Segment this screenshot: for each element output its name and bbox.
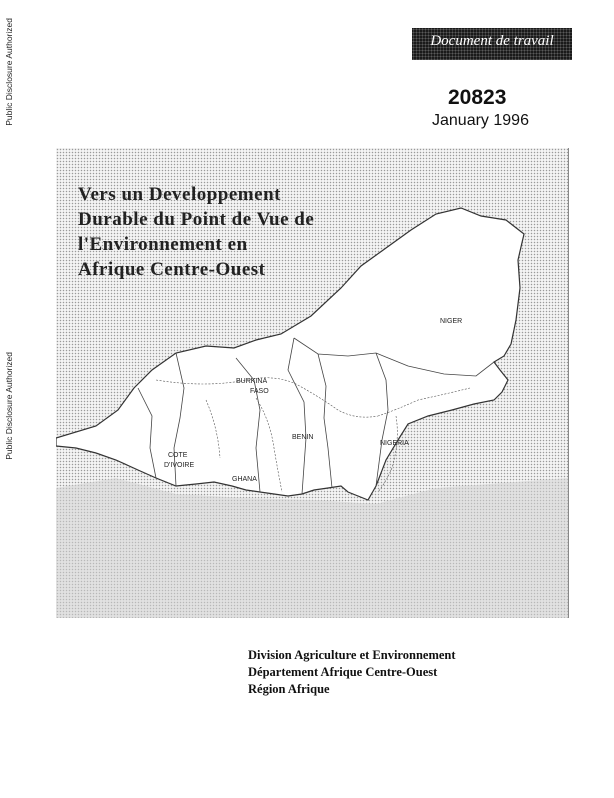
document-number: 20823 [448,86,507,109]
title-line: l'Environnement en [78,234,248,255]
map-label-cote: COTE [168,452,188,459]
footer-line: Région Afrique [248,682,330,696]
disclosure-note-bottom: Public Disclosure Authorized [4,352,14,460]
map-label-burkina: BURKINA [236,378,268,385]
title-line: Durable du Point de Vue de [78,209,315,230]
footer-line: Division Agriculture et Environnement [248,648,456,662]
map-label-ghana: GHANA [232,476,257,483]
title-line: Afrique Centre-Ouest [78,259,266,280]
document-date: January 1996 [432,112,529,129]
issuing-office [248,647,456,698]
footer-line: Département Afrique Centre-Ouest [248,665,438,679]
disclosure-note-top: Public Disclosure Authorized [4,18,14,126]
map-label-benin: BENIN [292,434,314,441]
map-label-faso: FASO [250,388,269,395]
map-label-niger: NIGER [440,318,463,325]
cover-title [78,182,408,282]
cover-illustration [56,148,569,618]
map-label-divoire: D'IVOIRE [164,462,195,469]
title-line: Vers un Developpement [78,184,281,205]
map-label-nigeria: NIGERIA [380,440,409,447]
map-ocean-shading [56,478,568,618]
document-type-label: Document de travail [430,33,554,49]
document-type-badge [412,28,572,60]
